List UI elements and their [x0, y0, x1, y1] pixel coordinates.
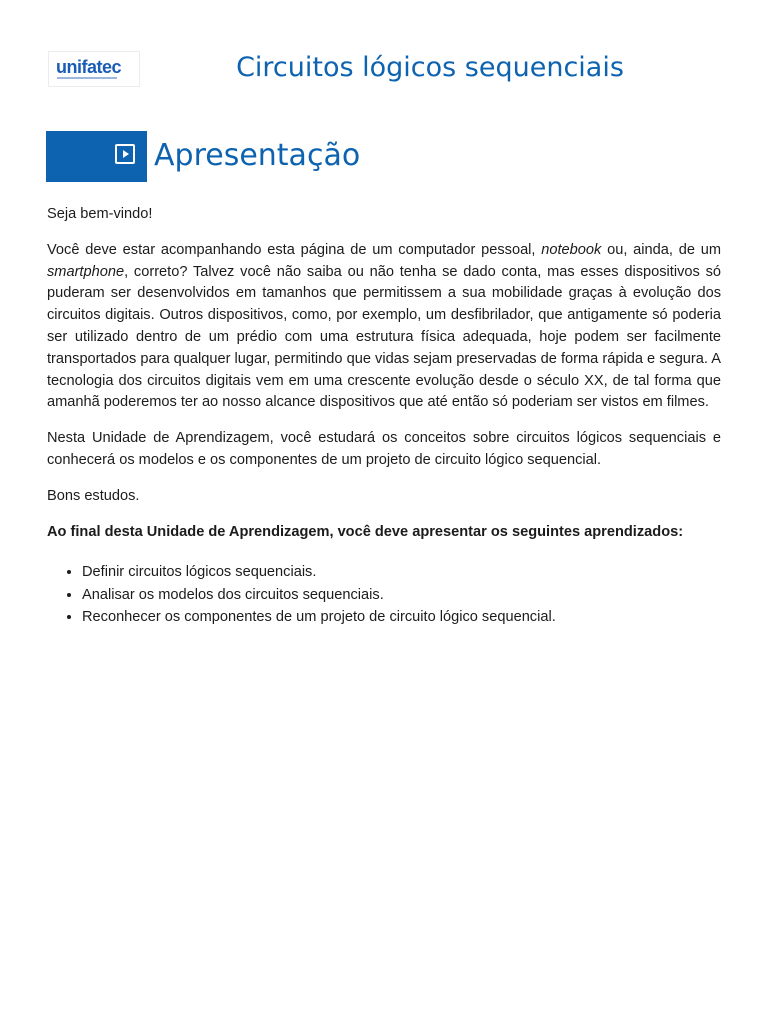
- greeting-text: Seja bem-vindo!: [47, 206, 153, 222]
- logo-part-uni: uni: [56, 57, 82, 77]
- intro-text-2: ou, ainda, de um: [601, 241, 721, 258]
- document-title: Circuitos lógicos sequenciais: [236, 52, 624, 83]
- intro-text-3: , correto? Talvez você não saiba ou não tenha se dado conta, mas esses dispositivos só puderam ser desenvolvidos em tamanhos que permitissem a sua mobilidade graças à evolução dos circuitos digitais. Outros dispositivos, como, por exemplo, um desfibrilador, que antigamente só poderia ser utilizado dentro de um prédio com uma estrutura física adequada, hoje podem ser facilmente transportados para qualquer lugar, permitindo que vidas sejam preservadas de forma rápida e segura. A tecnologia dos circuitos digitais vem em uma crescente evolução desde o século XX, de tal forma que amanhã poderemos ter ao nosso alcance dispositivos que até então só poderiam ser vistos em filmes.: [47, 263, 721, 411]
- section-title: Apresentação: [154, 138, 361, 173]
- objectives-heading: Ao final desta Unidade de Aprendizagem, você deve apresentar os seguintes aprendizados:: [47, 523, 684, 540]
- intro-text-1: Você deve estar acompanhando esta página de um computador pessoal,: [47, 241, 542, 258]
- body-content: [47, 204, 721, 629]
- logo-part-fatec: fatec: [81, 57, 122, 77]
- objective-item: • Reconhecer os componentes de um projeto de circuito lógico sequencial.: [82, 606, 721, 628]
- logo-tagline-mark: [57, 77, 117, 79]
- unit-paragraph: Nesta Unidade de Aprendizagem, você estudará os conceitos sobre circuitos lógicos sequenciais e conhecerá os modelos e os componentes de um projeto de circuito lógico sequencial.: [47, 430, 721, 468]
- logo-wordmark: [56, 58, 121, 76]
- objective-item: • Analisar os modelos dos circuitos sequenciais.: [82, 584, 721, 606]
- intro-em-smartphone: smartphone: [47, 263, 125, 280]
- objectives-list: [47, 561, 721, 628]
- play-icon: [115, 144, 135, 164]
- objective-item: • Definir circuitos lógicos sequenciais.: [82, 561, 721, 583]
- section-banner: [46, 131, 147, 182]
- closing-text: Bons estudos.: [47, 487, 140, 504]
- unifatec-logo: [48, 51, 140, 87]
- intro-em-notebook: notebook: [541, 241, 602, 258]
- intro-paragraph: [47, 240, 721, 414]
